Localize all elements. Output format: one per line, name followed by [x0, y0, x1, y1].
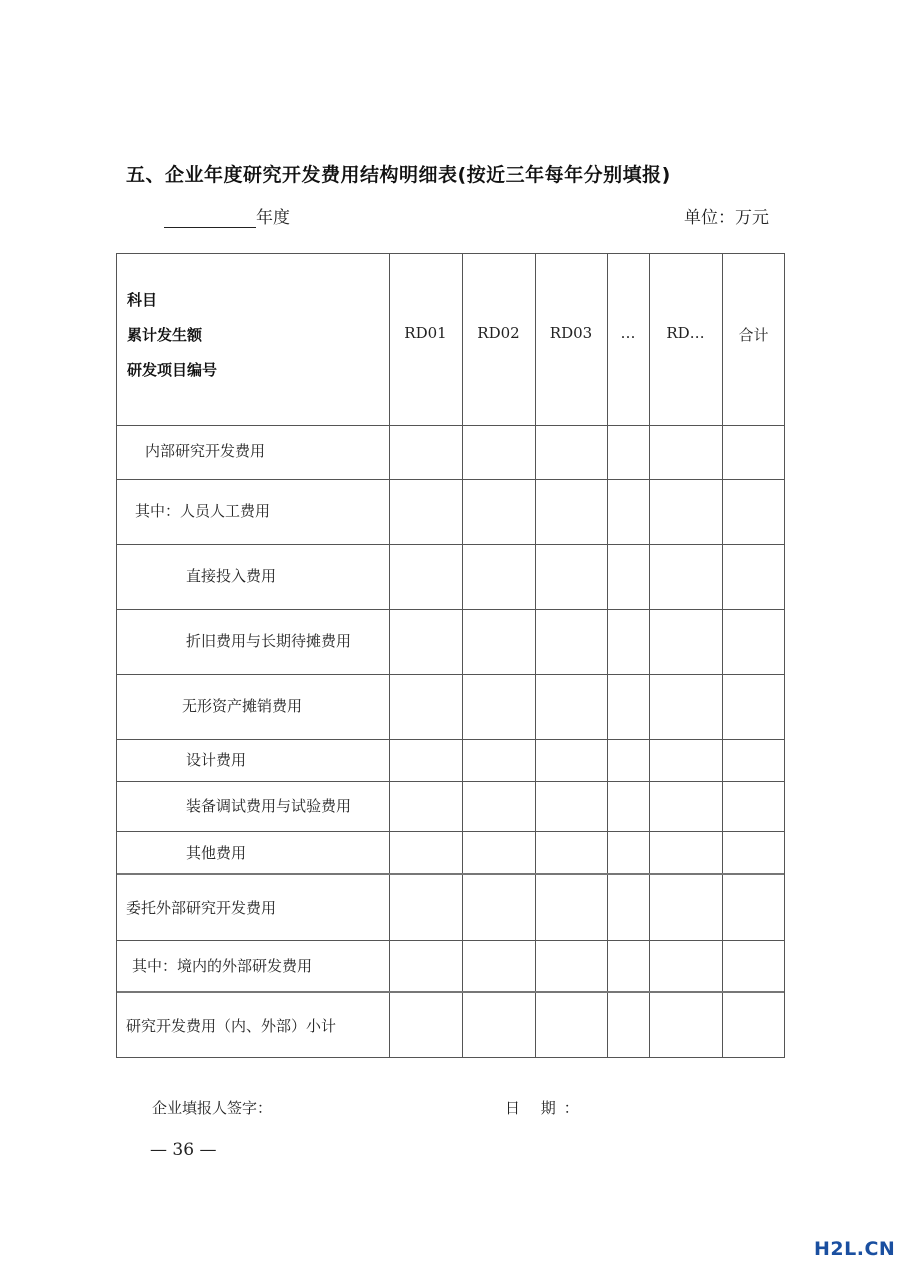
watermark-logo: H2L.CN	[814, 1238, 896, 1260]
year-blank-line[interactable]	[164, 209, 256, 228]
col-divider	[607, 254, 608, 1057]
page-title: 五、企业年度研究开发费用结构明细表(按近三年每年分别填报)	[126, 164, 671, 186]
row-label-external-rd: 委托外部研究开发费用	[126, 899, 277, 917]
row-divider	[117, 544, 784, 545]
date-label: 日 期：	[505, 1099, 587, 1117]
unit-label: 单位：万元	[684, 208, 769, 228]
header-project-code: 研发项目编号	[127, 361, 218, 379]
row-label-subtotal: 研究开发费用（内、外部）小计	[126, 1017, 337, 1035]
column-header-total: 合计	[738, 326, 769, 344]
row-divider	[117, 781, 784, 782]
row-label-equipment-testing: 装备调试费用与试验费用	[186, 797, 352, 815]
column-header-rd03: RD03	[549, 324, 593, 342]
signature-label: 企业填报人签字：	[152, 1099, 273, 1117]
col-divider	[535, 254, 536, 1057]
row-label-personnel: 其中：人员人工费用	[135, 502, 271, 520]
column-header-rd02: RD02	[477, 324, 520, 342]
row-divider	[117, 831, 784, 832]
column-header-ellipsis: …	[620, 324, 636, 342]
row-label-depreciation: 折旧费用与长期待摊费用	[186, 632, 352, 650]
row-label-domestic-external: 其中：境内的外部研发费用	[132, 957, 313, 975]
row-divider	[117, 425, 784, 426]
col-divider	[389, 254, 390, 1057]
page-number: — 36 —	[150, 1140, 217, 1160]
header-subject: 科目	[127, 291, 158, 309]
row-divider	[117, 739, 784, 740]
year-field	[164, 203, 290, 228]
header-cumulative: 累计发生额	[127, 326, 203, 344]
row-divider	[117, 940, 784, 941]
row-divider	[117, 991, 784, 993]
column-header-rd-more: RD…	[666, 324, 705, 342]
col-divider	[462, 254, 463, 1057]
row-label-internal-rd: 内部研究开发费用	[145, 442, 266, 460]
row-divider	[117, 479, 784, 480]
row-label-amortization: 无形资产摊销费用	[182, 697, 303, 715]
year-suffix: 年度	[256, 208, 290, 228]
row-label-other: 其他费用	[186, 844, 247, 862]
row-label-design: 设计费用	[186, 751, 247, 769]
row-divider	[117, 609, 784, 610]
row-divider	[117, 873, 784, 875]
column-header-rd01: RD01	[404, 324, 447, 342]
expense-table	[116, 253, 785, 1058]
row-divider	[117, 674, 784, 675]
col-divider	[649, 254, 650, 1057]
row-label-direct-input: 直接投入费用	[186, 567, 277, 585]
col-divider	[722, 254, 723, 1057]
